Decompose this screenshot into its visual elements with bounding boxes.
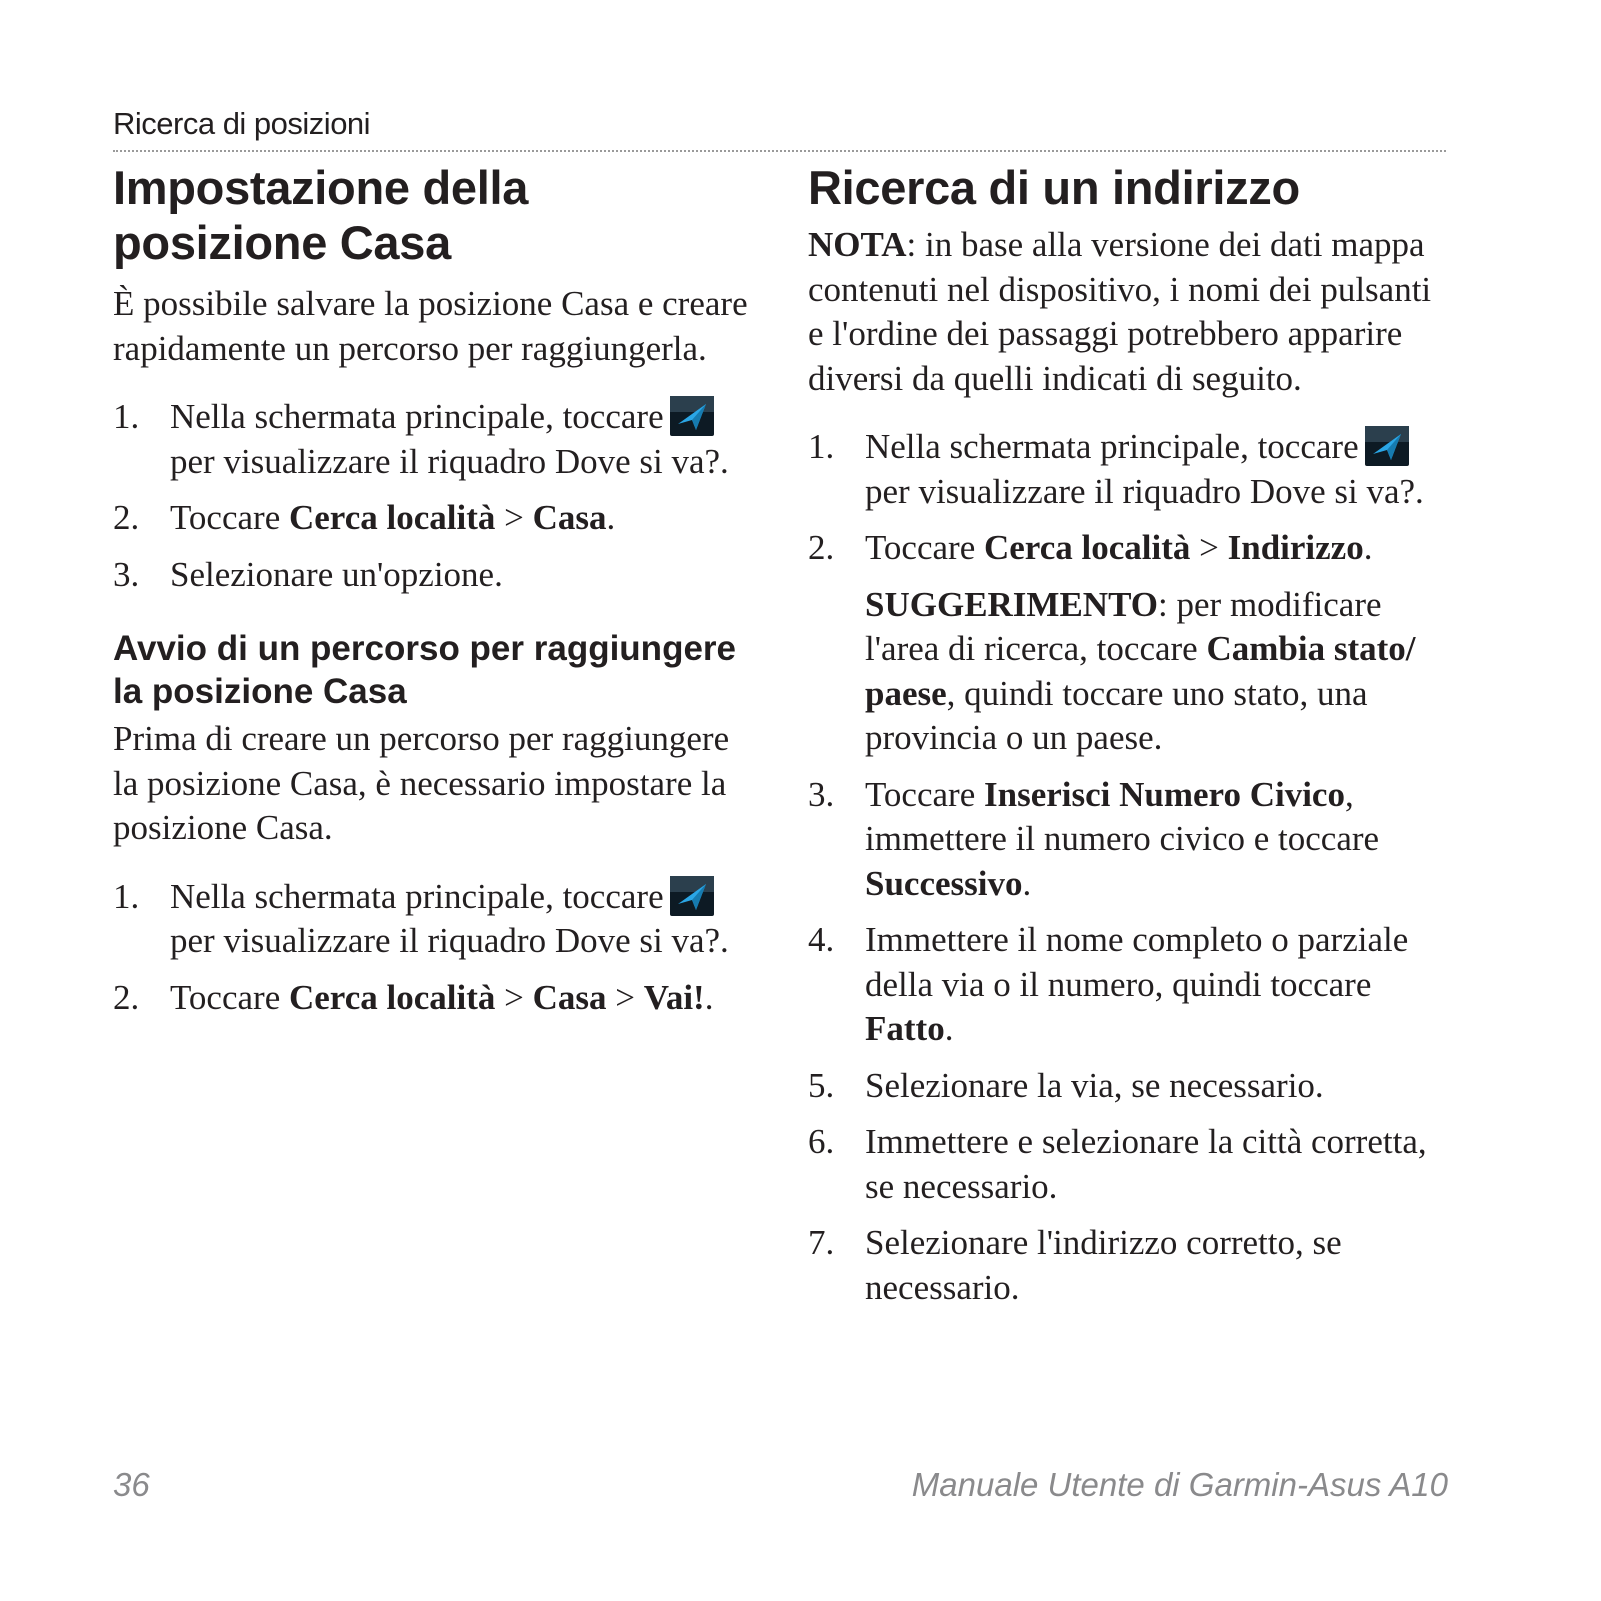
left-subintro: Prima di creare un percorso per raggiungere la posizione Casa, è necessario impostare la posizione Casa. bbox=[113, 719, 730, 847]
list-item: 7. Selezionare l'indirizzo corretto, se necessario. bbox=[808, 1223, 1342, 1307]
page-number: 36 bbox=[113, 1466, 150, 1503]
list-item: 1. Nella schermata principale, toccare per visualizzare il riquadro Dove si va?. bbox=[808, 427, 1424, 511]
list-item: 3. Toccare Inserisci Numero Civico, immettere il numero civico e toccare Successivo. bbox=[808, 774, 1380, 903]
tip-label: SUGGERIMENTO bbox=[865, 584, 1159, 624]
list-item: 5. Selezionare la via, se necessario. bbox=[808, 1065, 1324, 1105]
tip-paragraph: SUGGERIMENTO: per modificare l'area di ricerca, toccare Cambia stato/ paese, quindi toccare uno stato, una provincia o un paese. bbox=[865, 584, 1416, 757]
right-section-title: Ricerca di un indirizzo bbox=[808, 161, 1300, 214]
left-column bbox=[113, 160, 753, 1020]
header-divider bbox=[113, 150, 1446, 152]
left-section-title: Impostazione della posizione Casa bbox=[113, 161, 529, 269]
list-item: 2. Toccare Cerca località > Casa > Vai!. bbox=[113, 977, 714, 1017]
list-item: 4. Immettere il nome completo o parziale della via o il numero, quindi toccare Fatto. bbox=[808, 920, 1409, 1048]
left-steps-2 bbox=[113, 875, 753, 1021]
right-steps bbox=[808, 425, 1448, 1310]
list-item: 1. Nella schermata principale, toccare per visualizzare il riquadro Dove si va?. bbox=[113, 876, 729, 960]
note-label: NOTA bbox=[808, 225, 907, 264]
list-item: 3. Selezionare un'opzione. bbox=[113, 554, 503, 594]
list-item: 1. Nella schermata principale, toccare per visualizzare il riquadro Dove si va?. bbox=[113, 397, 729, 481]
manual-title: Manuale Utente di Garmin-Asus A10 bbox=[911, 1466, 1448, 1503]
right-column bbox=[808, 160, 1448, 1310]
list-item: 6. Immettere e selezionare la città corretta, se necessario. bbox=[808, 1122, 1427, 1206]
left-subheading: Avvio di un percorso per raggiungere la posizione Casa bbox=[113, 629, 736, 711]
list-item: 2. Toccare Cerca località > Casa. bbox=[113, 498, 616, 537]
where-to-arrow-icon[interactable] bbox=[670, 876, 714, 916]
running-head: Ricerca di posizioni bbox=[113, 106, 371, 141]
where-to-arrow-icon[interactable] bbox=[1365, 426, 1409, 466]
left-steps-1 bbox=[113, 395, 753, 597]
list-item: 2. Toccare Cerca località > Indirizzo. SUGGERIMENTO: per modificare l'area di ricerca, toccare Cambia stato/ paese, quindi toccare uno stato, una provincia o un paese. bbox=[808, 526, 1448, 761]
note-paragraph: NOTA: in base alla versione dei dati mappa contenuti nel dispositivo, i nomi dei pulsanti e l'ordine dei passaggi potrebbero apparire diversi da quelli indicati di seguito. bbox=[808, 225, 1432, 398]
left-intro: È possibile salvare la posizione Casa e creare rapidamente un percorso per raggiungerla. bbox=[113, 284, 748, 368]
where-to-arrow-icon[interactable] bbox=[670, 396, 714, 436]
